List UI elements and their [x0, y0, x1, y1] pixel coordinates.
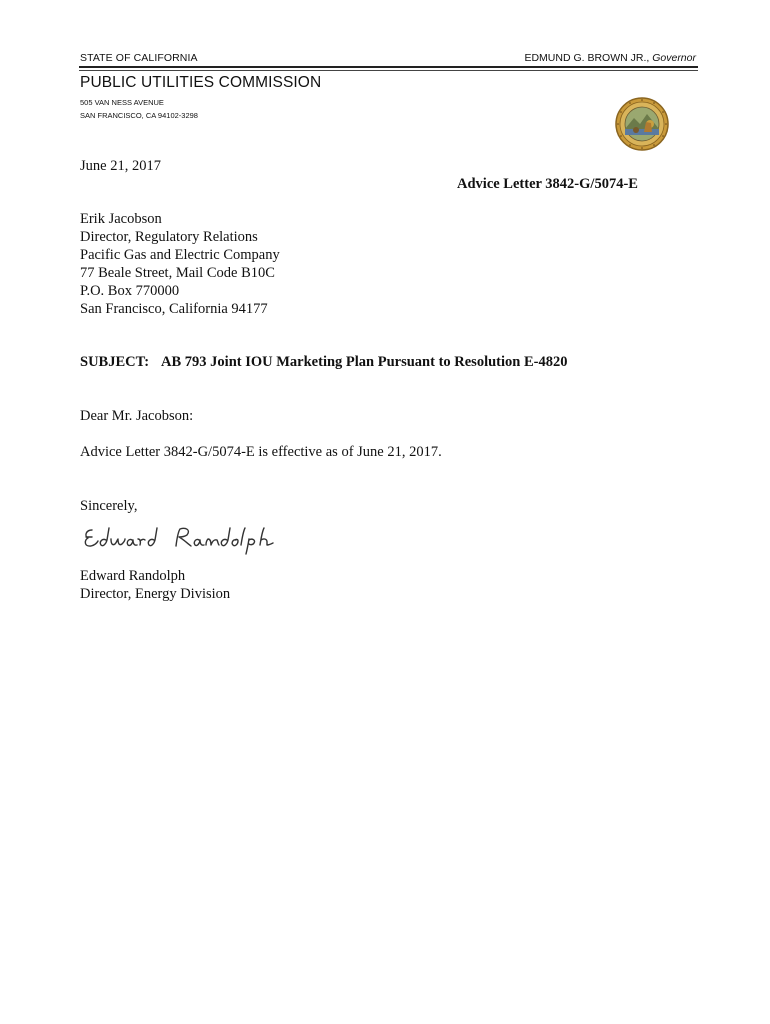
recipient-address-block: [80, 210, 280, 318]
governor-title: Governor: [652, 52, 696, 64]
subject-text: AB 793 Joint IOU Marketing Plan Pursuant to Resolution E-4820: [161, 354, 568, 370]
recipient-po-box: P.O. Box 770000: [80, 283, 180, 299]
body-paragraph: Advice Letter 3842-G/5074-E is effective as of June 21, 2017.: [80, 444, 442, 460]
closing: Sincerely,: [80, 498, 138, 514]
advice-letter-reference: Advice Letter 3842-G/5074-E: [457, 176, 638, 192]
governor-line: [524, 52, 696, 64]
recipient-name: Erik Jacobson: [80, 211, 162, 227]
recipient-company: Pacific Gas and Electric Company: [80, 247, 280, 263]
agency-name: PUBLIC UTILITIES COMMISSION: [80, 74, 322, 91]
subject-line: [80, 353, 567, 371]
subject-label: SUBJECT:: [80, 354, 150, 370]
recipient-title: Director, Regulatory Relations: [80, 229, 258, 245]
governor-name: EDMUND G. BROWN JR.,: [524, 52, 650, 64]
handwritten-signature-icon: [80, 520, 275, 556]
signer-title: Director, Energy Division: [80, 586, 231, 602]
state-label: STATE OF CALIFORNIA: [80, 52, 198, 64]
recipient-street: 77 Beale Street, Mail Code B10C: [80, 265, 275, 281]
agency-address-line2: SAN FRANCISCO, CA 94102-3298: [80, 111, 198, 120]
agency-address-line1: 505 VAN NESS AVENUE: [80, 98, 164, 107]
header-rule-thick: [79, 66, 698, 68]
salutation: Dear Mr. Jacobson:: [80, 408, 194, 424]
header-rule-thin: [79, 70, 698, 71]
recipient-city: San Francisco, California 94177: [80, 301, 268, 317]
letter-date: June 21, 2017: [80, 158, 161, 174]
signer-name: Edward Randolph: [80, 568, 186, 584]
california-state-seal-icon: [614, 96, 670, 152]
